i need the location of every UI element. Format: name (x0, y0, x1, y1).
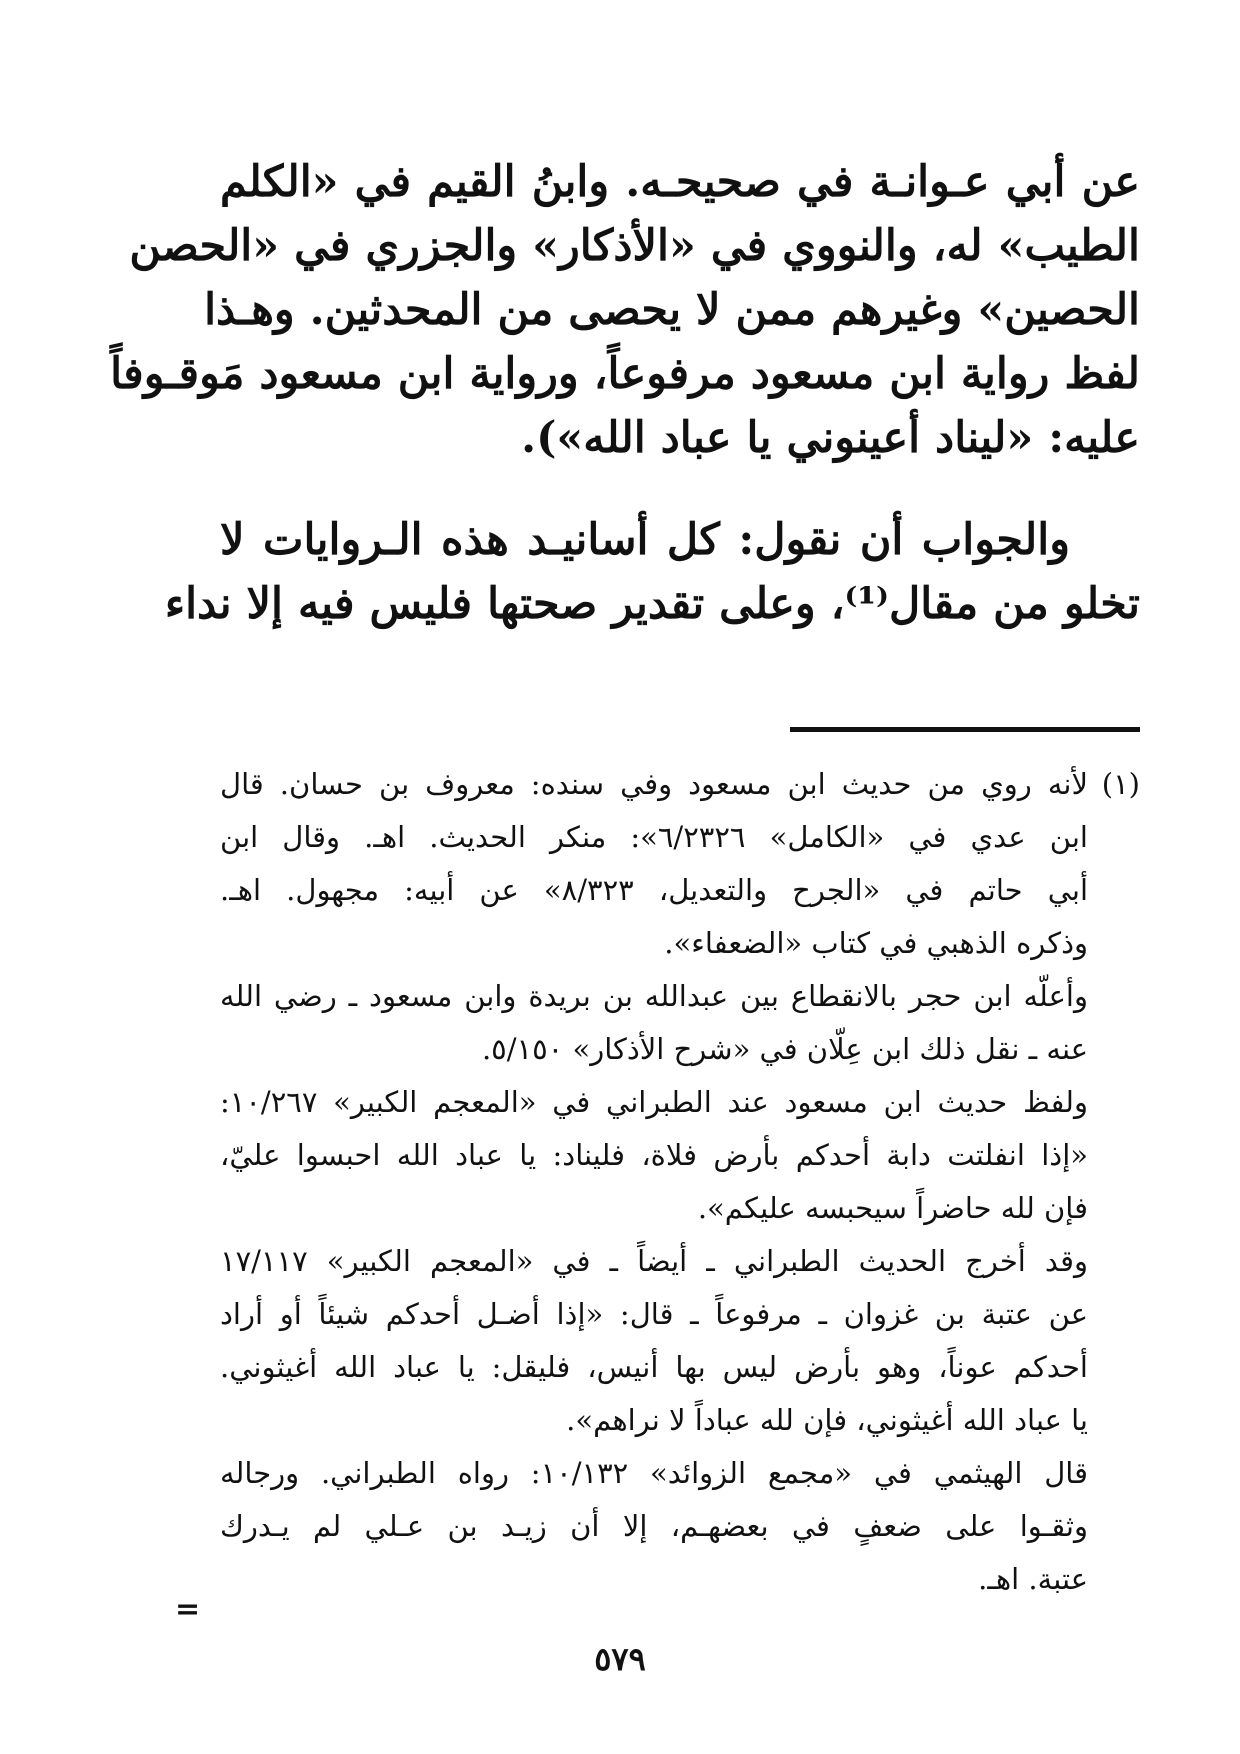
footnote-line: ابن عدي في «الكامل» ٦/٢٣٢٦»: منكر الحديث. اهـ. وقال ابن (220, 820, 1088, 854)
footnote-line: عنه ـ نقل ذلك ابن عِلّان في «شرح الأذكار» ٥/١٥٠. (481, 1032, 1088, 1066)
footnote-line: «إذا انفلتت دابة أحدكم بأرض فلاة، فليناد: يا عباد الله احبسوا عليّ، (220, 1138, 1088, 1172)
footnote-line: وأعلّه ابن حجر بالانقطاع بين عبدالله بن بريدة وابن مسعود ـ رضي الله (220, 979, 1088, 1013)
paragraph-1 (110, 150, 1140, 470)
footnote-line: وثقـوا على ضعفٍ في بعضهـم، إلا أن زيـد بن عـلي لم يـدرك (220, 1509, 1088, 1543)
footnote-line: عتبة. اهـ. (978, 1562, 1088, 1596)
footnote-line: أبي حاتم في «الجرح والتعديل، ٨/٣٢٣» عن أبيه: مجهول. اهـ. (220, 873, 1088, 907)
footnote-line: يا عباد الله أغيثوني، فإن لله عباداً لا نراهم». (566, 1403, 1088, 1437)
footnotes-section (220, 758, 1140, 1606)
main-line: لفظ رواية ابن مسعود مرفوعاً، ورواية ابن مسعود مَوقـوفاً (110, 349, 1140, 399)
main-line: الحصين» وغيرهم ممن لا يحصى من المحدثين. وهـذا (204, 285, 1140, 335)
main-body-text (110, 150, 1140, 636)
footnote-line: عن عتبة بن غزوان ـ مرفوعاً ـ قال: «إذا أضـل أحدكم شيئاً أو أراد (220, 1297, 1088, 1331)
page-number: ٥٧٩ (594, 1640, 646, 1678)
paragraph-2 (164, 508, 1140, 636)
main-line: والجواب أن نقول: كل أسانيـد هذه الـروايات لا (220, 515, 1070, 565)
footnote-line: ولفظ حديث ابن مسعود عند الطبراني في «المعجم الكبير» ١٠/٢٦٧: (220, 1085, 1088, 1119)
footnote-number: (١) (1101, 767, 1140, 801)
footnote-line: قال الهيثمي في «مجمع الزوائد» ١٠/١٣٢: رواه الطبراني. ورجاله (220, 1456, 1088, 1490)
main-line: عن أبي عـوانـة في صحيحـه. وابنُ القيم في «الكلم (220, 157, 1140, 207)
footnote-line: وذكره الذهبي في كتاب «الضعفاء». (664, 926, 1088, 960)
footnote-line: وقد أخرج الحديث الطبراني ـ أيضاً ـ في «المعجم الكبير» ١٧/١١٧ (220, 1244, 1088, 1278)
footnote-line: فإن لله حاضراً سيحبسه عليكم». (697, 1191, 1088, 1225)
footnote-separator (790, 727, 1140, 732)
paragraph-gap (220, 470, 1140, 508)
footnote-text: لأنه روي من حديث ابن مسعود وفي سنده: معروف بن حسان. قال (220, 767, 1088, 801)
footnote-line-first (220, 758, 1140, 811)
continuation-mark: = (175, 1592, 201, 1627)
main-line: تخلو من مقال⁽¹⁾، وعلى تقدير صحتها فليس فيه إلا نداء (164, 579, 1140, 629)
footnote-line: أحدكم عوناً، وهو بأرض ليس بها أنيس، فليقل: يا عباد الله أغيثوني. (220, 1350, 1088, 1384)
main-line: عليه: «ليناد أعينوني يا عباد الله»). (521, 413, 1140, 463)
main-line: الطيب» له، والنووي في «الأذكار» والجزري في «الحصن (129, 221, 1140, 271)
